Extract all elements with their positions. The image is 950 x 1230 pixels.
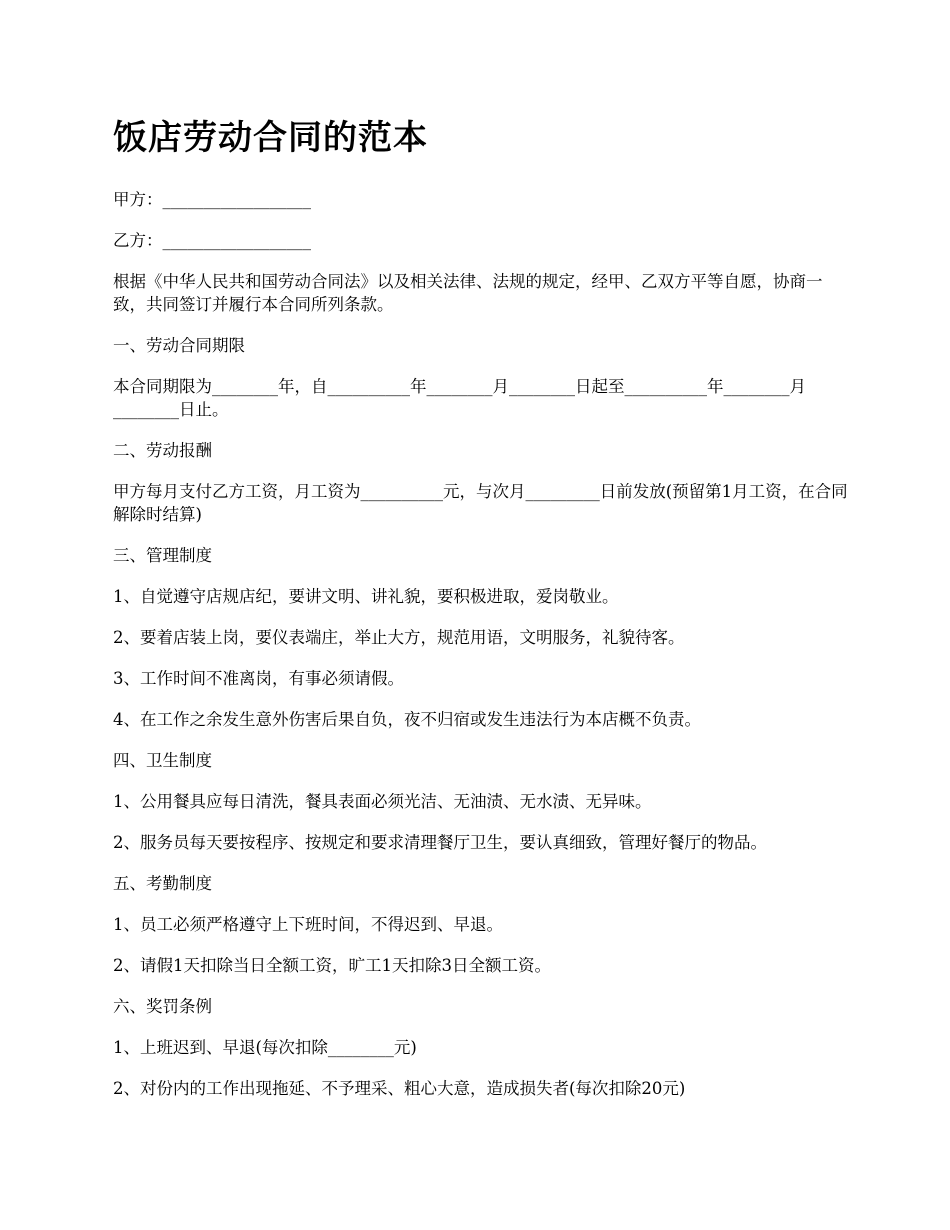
preamble-paragraph: 根据《中华人民共和国劳动合同法》以及相关法律、法规的规定，经甲、乙双方平等自愿，协商一致，共同签订并履行本合同所列条款。 <box>113 272 823 314</box>
document-title: 饭店劳动合同的范本 <box>113 118 428 158</box>
section-heading-management: 三、管理制度 <box>113 546 212 565</box>
management-item: 4、在工作之余发生意外伤害后果自负，夜不归宿或发生违法行为本店概不负责。 <box>113 710 701 729</box>
section-heading-pay: 二、劳动报酬 <box>113 441 212 460</box>
term-paragraph: 本合同期限为________年，自__________年________月________日起至__________年________月________日止。 <box>113 377 806 419</box>
rewards-item: 1、上班迟到、早退(每次扣除________元) <box>113 1038 417 1057</box>
rewards-item: 2、对份内的工作出现拖延、不予理采、粗心大意，造成损失者(每次扣除20元) <box>113 1079 686 1098</box>
attendance-item: 2、请假1天扣除当日全额工资，旷工1天扣除3日全额工资。 <box>113 956 551 975</box>
section-heading-attendance: 五、考勤制度 <box>113 874 212 893</box>
hygiene-item: 2、服务员每天要按程序、按规定和要求清理餐厅卫生，要认真细致，管理好餐厅的物品。 <box>113 833 767 852</box>
party-b-line: 乙方：__________________ <box>113 231 311 250</box>
attendance-item: 1、员工必须严格遵守上下班时间，不得迟到、早退。 <box>113 915 503 934</box>
management-item: 2、要着店装上岗，要仪表端庄，举止大方，规范用语，文明服务，礼貌待客。 <box>113 628 685 647</box>
pay-paragraph: 甲方每月支付乙方工资，月工资为__________元，与次月_________日前发放(预留第1月工资，在合同解除时结算) <box>113 482 848 524</box>
section-heading-term: 一、劳动合同期限 <box>113 336 245 355</box>
management-item: 1、自觉遵守店规店纪，要讲文明、讲礼貌，要积极进取，爱岗敬业。 <box>113 587 619 606</box>
section-heading-rewards: 六、奖罚条例 <box>113 997 212 1016</box>
hygiene-item: 1、公用餐具应每日清洗，餐具表面必须光洁、无油渍、无水渍、无异味。 <box>113 792 652 811</box>
management-item: 3、工作时间不准离岗，有事必须请假。 <box>113 669 404 688</box>
section-heading-hygiene: 四、卫生制度 <box>113 751 212 770</box>
party-a-line: 甲方：__________________ <box>113 190 311 209</box>
document-page <box>113 112 853 1118</box>
